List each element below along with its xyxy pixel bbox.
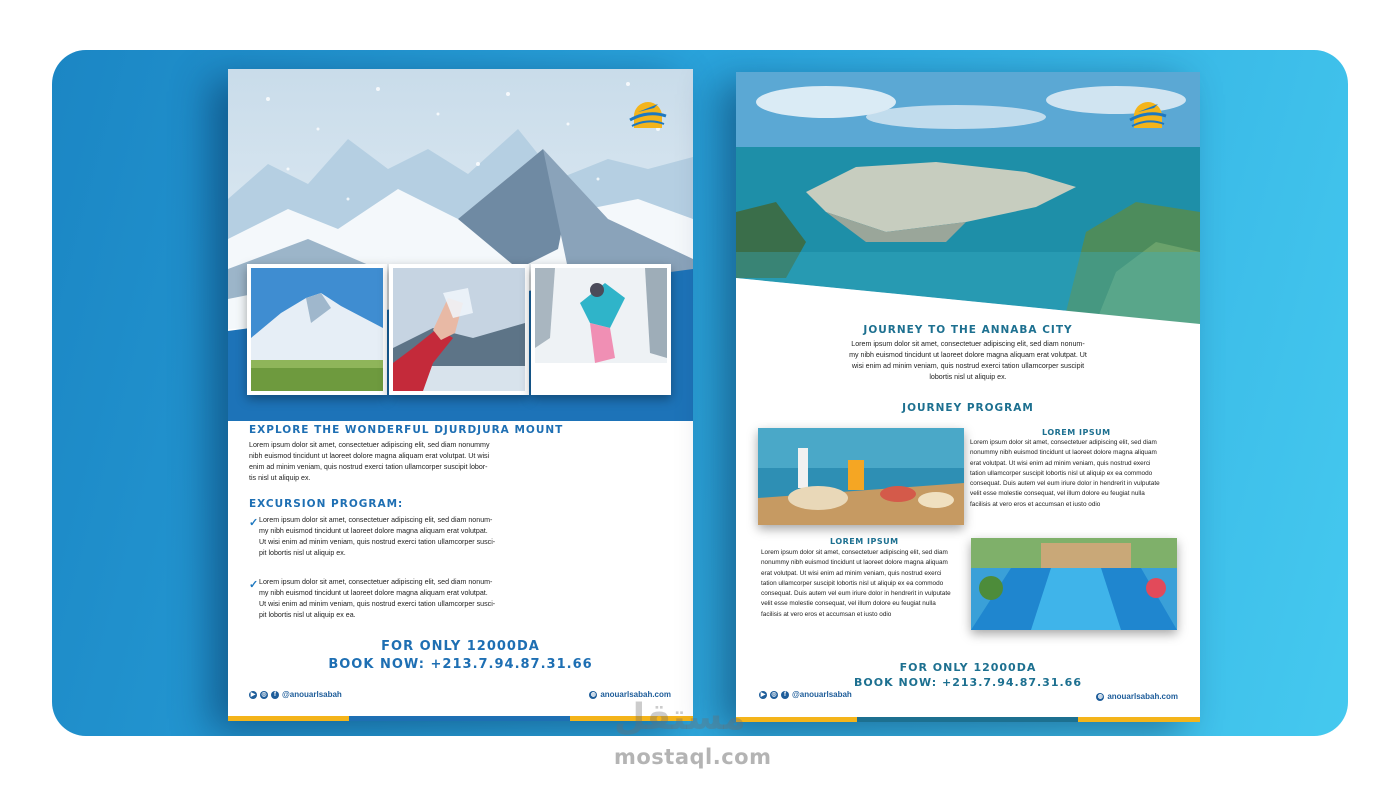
list-item: ✓ Lorem ipsum dolor sit amet, consectetuer adipiscing elit, sed diam nonum- my nibh euismod tincidunt ut laoreet dolore magna aliquam erat volutpat. Ut wisi enim ad minim veniam, quis nostrud exerci tation ullamcorper susci- pit lobortis nisl ut aliquip ex ea. (249, 578, 496, 619)
globe-icon: ◍ (590, 691, 596, 698)
globe-icon: ◍ (1097, 693, 1103, 700)
youtube-icon[interactable]: ▶ (760, 691, 766, 698)
block-title: LOREM IPSUM (1042, 428, 1111, 437)
social-handle[interactable]: @anouarlsabah (282, 690, 342, 699)
footer-stripe (228, 716, 349, 721)
list-item: ✓ Lorem ipsum dolor sit amet, consectetuer adipiscing elit, sed diam nonum- my nibh euismod tincidunt ut laoreet dolore magna aliquam erat volutpat. Ut wisi enim ad minim veniam, quis nostrud exerci tation ullamcorper susci- pit lobortis nisl ut aliquip ex. (249, 516, 496, 557)
facebook-icon[interactable]: f (271, 691, 279, 699)
photo-hand-holding-ice (389, 264, 529, 395)
photo-snow-skier (531, 264, 671, 395)
social-links (759, 690, 852, 699)
section-heading: JOURNEY PROGRAM (902, 402, 1034, 414)
page-title: JOURNEY TO THE ANNABA CITY (863, 324, 1073, 336)
intro-paragraph: Lorem ipsum dolor sit amet, consectetuer adipiscing elit, sed diam nonum- my nibh euismod tincidunt ut laoreet dolore magna aliquam erat volutpat. Ut wisi enim ad minim veniam, quis nostrud exerci tation ullamcorper suscipit lobortis nisl ut aliquip ex. (849, 340, 1087, 381)
booking-phone: BOOK NOW: +213.7.94.87.31.66 (854, 676, 1082, 689)
presentation-background (52, 50, 1348, 736)
price-text: FOR ONLY 12000DA (381, 639, 540, 654)
social-handle[interactable]: @anouarlsabah (792, 690, 852, 699)
instagram-icon[interactable]: ◎ (261, 691, 267, 698)
checkmark-icon: ✓ (249, 579, 259, 591)
flyer-annaba (736, 72, 1200, 722)
footer-stripe (857, 717, 1078, 722)
footer-stripe (349, 716, 570, 721)
checkmark-icon: ✓ (249, 517, 259, 529)
section-heading: EXCURSION PROGRAM: (249, 498, 404, 510)
block-paragraph: Lorem ipsum dolor sit amet, consectetuer adipiscing elit, sed diam nonummy nibh euismod tincidunt ut laoreet dolore magna aliquam erat volutpat. Ut wisi enim ad minim veniam, quis nostrud exerci tation ullamcorper suscipit lobortis nisl ut aliquip ex ea commodo consequat. Duis autem vel eum iriure dolor in hendrerit in vulputate velit esse molestie consequat, vel illum dolore eu feugiat nulla facilisis at vero eros et accumsan et iusto odio (761, 549, 951, 618)
photo-breakfast (758, 428, 964, 525)
footer-stripe (1078, 717, 1200, 722)
watermark-logo: مستقل (614, 697, 746, 738)
block-paragraph: Lorem ipsum dolor sit amet, consectetuer adipiscing elit, sed diam nonummy nibh euismod tincidunt ut laoreet dolore magna aliquam erat volutpat. Ut wisi enim ad minim veniam, quis nostrud exerci tation ullamcorper suscipit lobortis nisl ut aliquip ex ea commodo consequat. Duis autem vel eum iriure dolor in hendrerit in vulputate velit esse molestie consequat, vel illum dolore eu feugiat nulla facilisis at vero eros et accumsan et iusto odio (970, 439, 1160, 508)
page-title: EXPLORE THE WONDERFUL DJURDJURA MOUNT (249, 424, 564, 436)
watermark-text: mostaql.com (614, 745, 772, 769)
social-links (249, 690, 342, 699)
website-link (1096, 692, 1178, 701)
plane-logo-icon (1128, 98, 1168, 139)
flyer-djurdjura (228, 69, 693, 721)
price-text: FOR ONLY 12000DA (899, 661, 1037, 674)
intro-paragraph: Lorem ipsum dolor sit amet, consectetuer adipiscing elit, sed diam nonummy nibh euismod tincidunt ut laoreet dolore magna aliquam erat volutpat. Ut wisi enim ad minim veniam, quis nostrud exerci tation ullamcorper suscipit lobor- tis nisl ut aliquip ex. (249, 441, 490, 482)
plane-logo-icon (628, 98, 668, 139)
photo-snowy-peak (247, 264, 387, 395)
youtube-icon[interactable]: ▶ (250, 691, 256, 698)
website-url[interactable]: anouarlsabah.com (1107, 692, 1178, 701)
website-url[interactable]: anouarlsabah.com (600, 690, 671, 699)
booking-phone: BOOK NOW: +213.7.94.87.31.66 (328, 657, 593, 672)
block-title: LOREM IPSUM (830, 537, 899, 546)
photo-pool (971, 538, 1177, 630)
instagram-icon[interactable]: ◎ (771, 691, 777, 698)
facebook-icon[interactable]: f (781, 691, 789, 699)
footer-stripe (736, 717, 857, 722)
